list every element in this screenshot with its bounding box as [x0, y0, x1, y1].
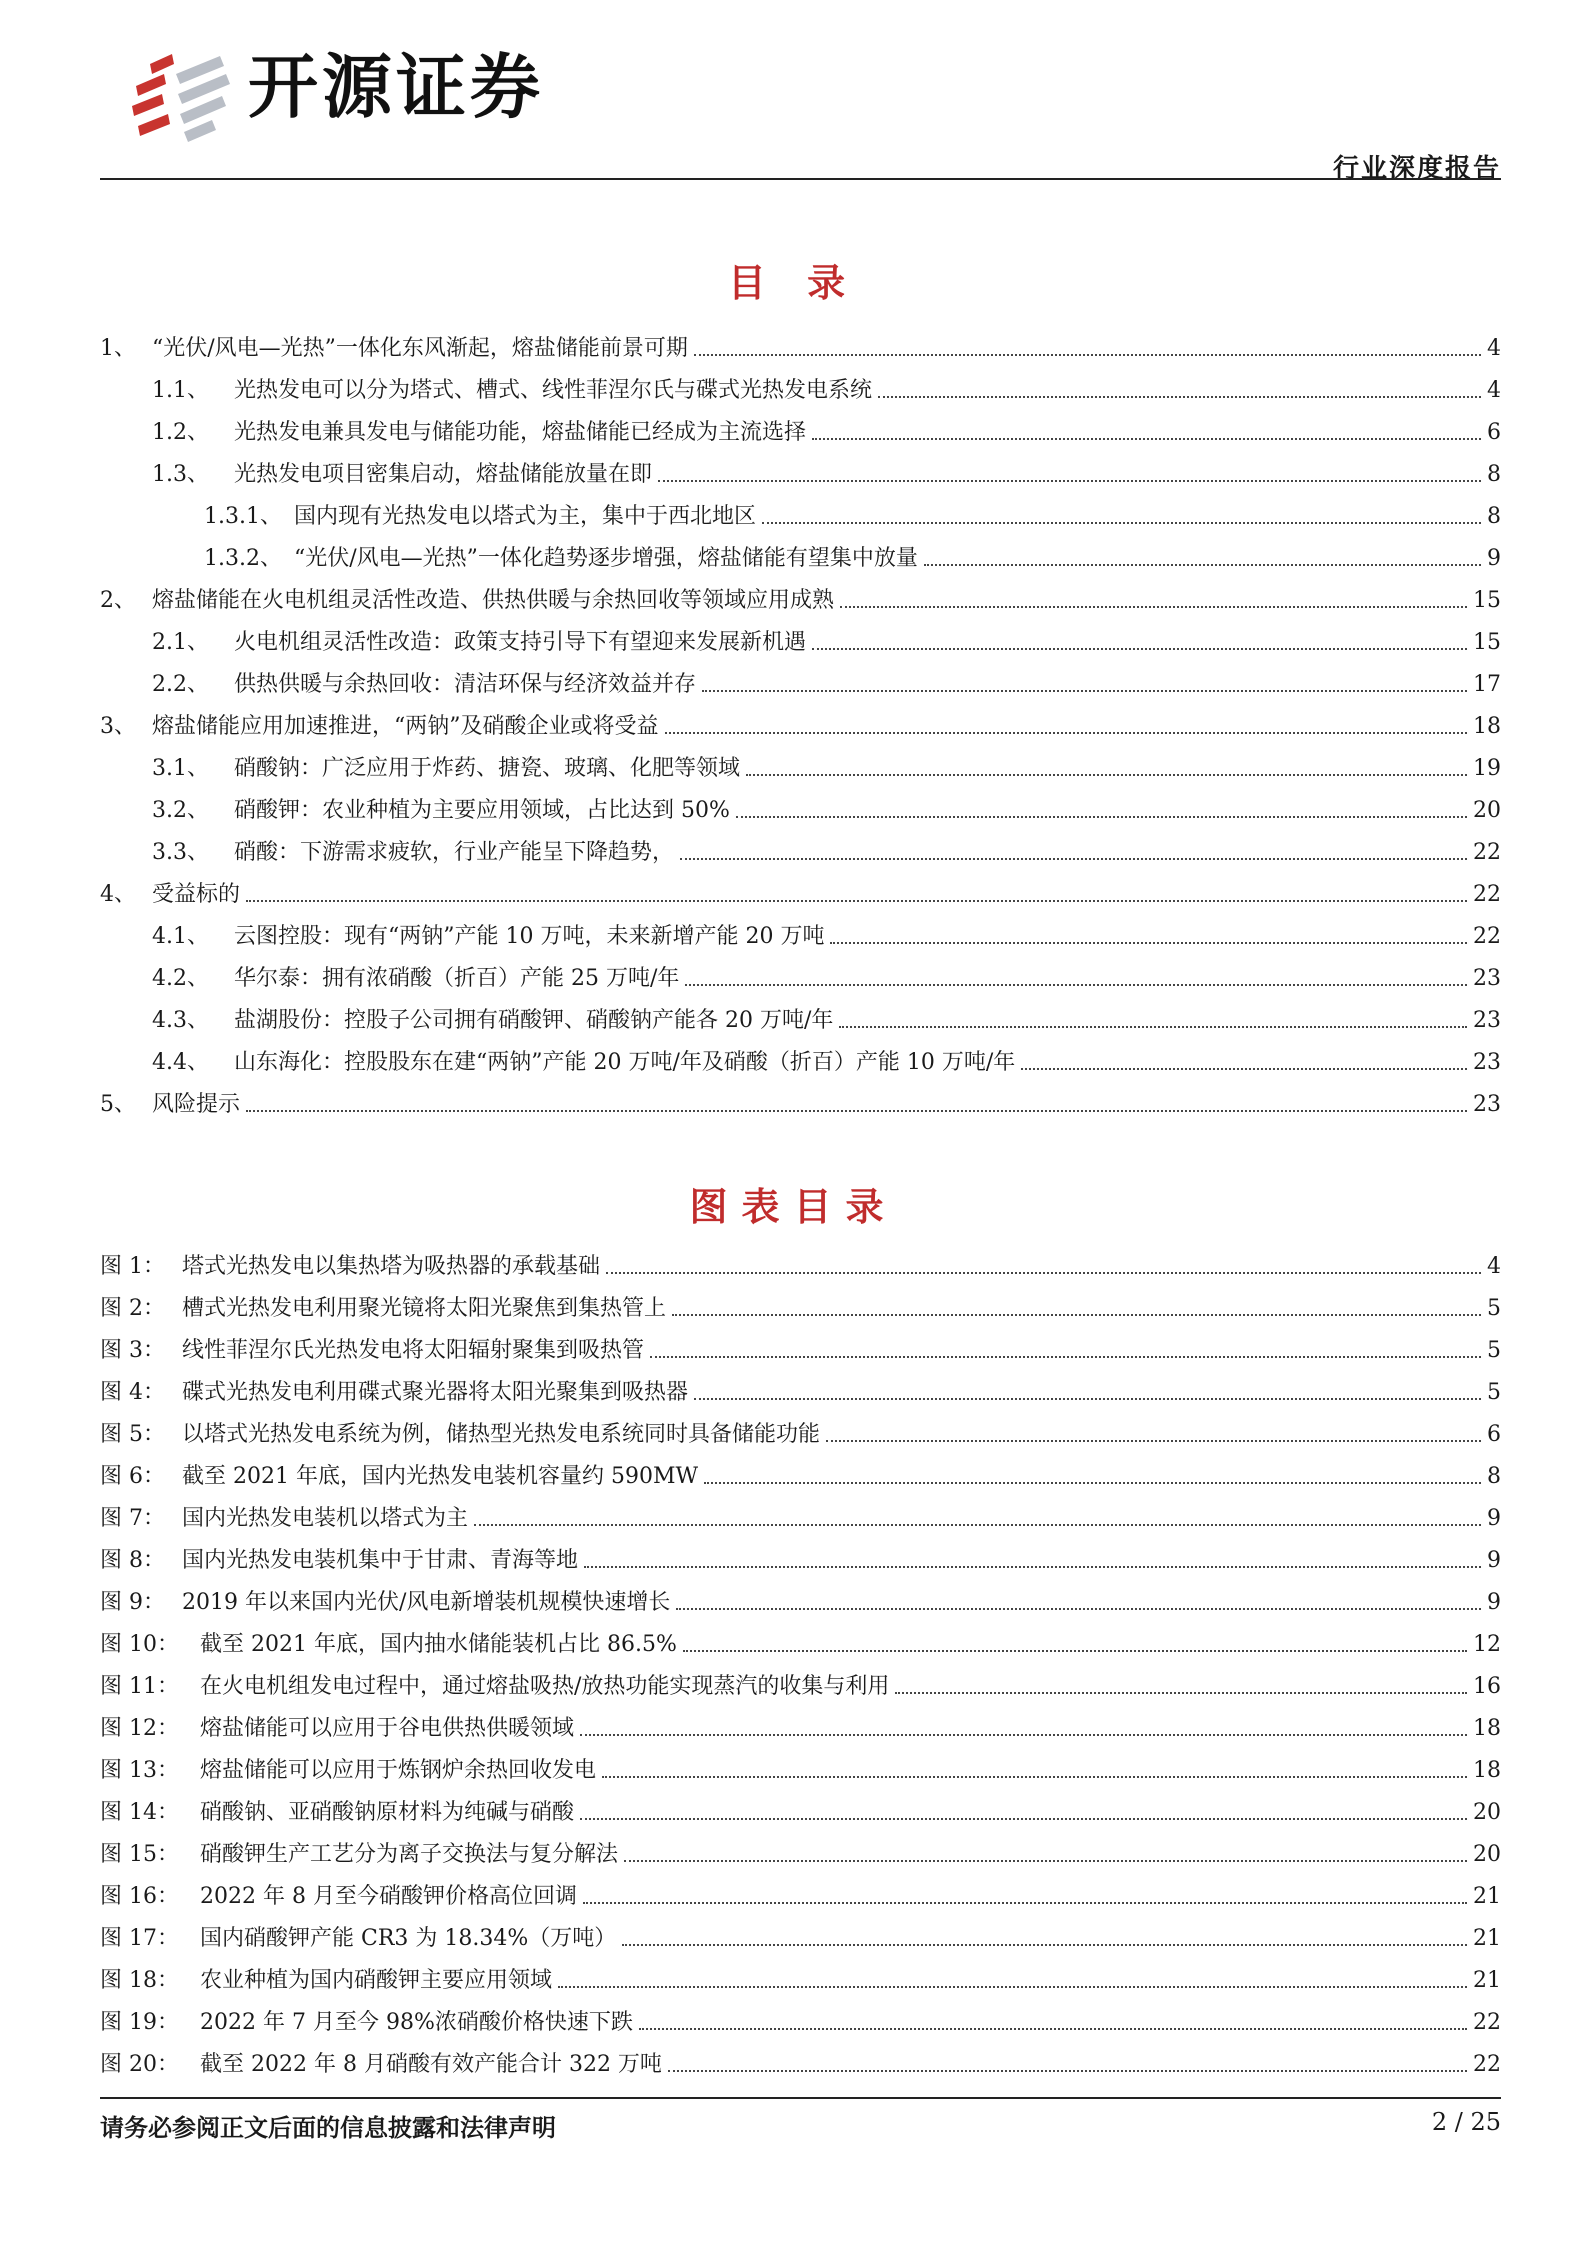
figure-entry[interactable] [100, 1996, 1501, 2038]
dot-leader [665, 732, 1468, 734]
entry-page: 22 [1473, 2052, 1501, 2077]
entry-number: 1、 [100, 336, 136, 361]
entry-number: 2.1、 [152, 630, 209, 655]
toc-entry[interactable] [100, 406, 1501, 448]
figure-entry[interactable] [100, 1618, 1501, 1660]
entry-title: 受益标的 [152, 882, 241, 907]
figure-entry[interactable] [100, 1534, 1501, 1576]
figure-entry[interactable] [100, 1366, 1501, 1408]
entry-title: 农业种植为国内硝酸钾主要应用领域 [200, 1968, 553, 1993]
entry-number: 图 12： [100, 1716, 179, 1741]
entry-page: 15 [1473, 630, 1501, 655]
entry-number: 图 7： [100, 1506, 165, 1531]
entry-page: 8 [1487, 1464, 1501, 1489]
dot-leader [878, 396, 1481, 398]
entry-title: “光伏/风电—光热”一体化东风渐起，熔盐储能前景可期 [152, 336, 688, 361]
dot-leader [694, 1398, 1481, 1400]
dot-leader [246, 900, 1467, 902]
toc-entry[interactable] [100, 1078, 1501, 1120]
report-type: 行业深度报告 [1332, 154, 1501, 184]
entry-title: “光伏/风电—光热”一体化趋势逐步增强，熔盐储能有望集中放量 [294, 546, 918, 571]
footer-divider [100, 2097, 1501, 2099]
entry-page: 22 [1473, 882, 1501, 907]
dot-leader [812, 438, 1481, 440]
dot-leader [580, 1734, 1467, 1736]
entry-page: 22 [1473, 2010, 1501, 2035]
toc-entry[interactable] [100, 616, 1501, 658]
dot-leader [924, 564, 1481, 566]
dot-leader [672, 1314, 1481, 1316]
entry-number: 2、 [100, 588, 136, 613]
entry-title: 华尔泰：拥有浓硝酸（折百）产能 25 万吨/年 [234, 966, 680, 991]
dot-leader [762, 522, 1481, 524]
entry-number: 图 8： [100, 1548, 165, 1573]
dot-leader [584, 1566, 1481, 1568]
figure-entry[interactable] [100, 1744, 1501, 1786]
dot-leader [685, 984, 1467, 986]
toc-entry[interactable] [100, 784, 1501, 826]
figure-entry[interactable] [100, 1954, 1501, 1996]
entry-title: 碟式光热发电利用碟式聚光器将太阳光聚集到吸热器 [182, 1380, 689, 1405]
entry-page: 15 [1473, 588, 1501, 613]
entry-page: 9 [1487, 1506, 1501, 1531]
entry-title: 国内现有光热发电以塔式为主，集中于西北地区 [294, 504, 757, 529]
entry-title: 截至 2021 年底，国内抽水储能装机占比 86.5% [200, 1632, 677, 1657]
entry-title: 国内光热发电装机以塔式为主 [182, 1506, 469, 1531]
dot-leader [474, 1524, 1481, 1526]
entry-number: 图 6： [100, 1464, 165, 1489]
entry-title: 2019 年以来国内光伏/风电新增装机规模快速增长 [182, 1590, 671, 1615]
dot-leader [680, 858, 1467, 860]
entry-number: 3.3、 [152, 840, 209, 865]
dot-leader [580, 1818, 1467, 1820]
entry-page: 4 [1487, 336, 1501, 361]
entry-number: 图 13： [100, 1758, 179, 1783]
toc-entry[interactable] [100, 826, 1501, 868]
entry-page: 21 [1473, 1968, 1501, 1993]
entry-page: 18 [1473, 1758, 1501, 1783]
entry-page: 9 [1487, 1590, 1501, 1615]
entry-number: 1.3.2、 [204, 546, 282, 571]
dot-leader [830, 942, 1467, 944]
entry-title: 光热发电可以分为塔式、槽式、线性菲涅尔氏与碟式光热发电系统 [234, 378, 873, 403]
entry-number: 图 5： [100, 1422, 165, 1447]
toc-entry[interactable] [100, 994, 1501, 1036]
entry-page: 20 [1473, 798, 1501, 823]
entry-page: 22 [1473, 840, 1501, 865]
entry-number: 1.2、 [152, 420, 209, 445]
dot-leader [650, 1356, 1481, 1358]
entry-number: 图 11： [100, 1674, 179, 1699]
entry-title: 盐湖股份：控股子公司拥有硝酸钾、硝酸钠产能各 20 万吨/年 [234, 1008, 834, 1033]
entry-page: 9 [1487, 546, 1501, 571]
entry-title: 硝酸：下游需求疲软，行业产能呈下降趋势， [234, 840, 675, 865]
entry-number: 3.1、 [152, 756, 209, 781]
brand-name: 开源证券 [248, 46, 544, 128]
entry-page: 4 [1487, 1254, 1501, 1279]
entry-title: 硝酸钾：农业种植为主要应用领域，占比达到 50% [234, 798, 730, 823]
toc-entry[interactable] [100, 490, 1501, 532]
dot-leader [736, 816, 1467, 818]
figure-entry[interactable] [100, 1282, 1501, 1324]
entry-number: 2.2、 [152, 672, 209, 697]
entry-number: 图 15： [100, 1842, 179, 1867]
entry-title: 在火电机组发电过程中，通过熔盐吸热/放热功能实现蒸汽的收集与利用 [200, 1674, 890, 1699]
page-header [0, 0, 1587, 184]
toc-list [100, 322, 1501, 1120]
entry-number: 图 1： [100, 1254, 165, 1279]
entry-page: 20 [1473, 1800, 1501, 1825]
kaiyuan-logo-icon [128, 44, 236, 144]
entry-title: 熔盐储能可以应用于谷电供热供暖领域 [200, 1716, 575, 1741]
entry-page: 8 [1487, 462, 1501, 487]
entry-title: 截至 2022 年 8 月硝酸有效产能合计 322 万吨 [200, 2052, 662, 2077]
entry-title: 2022 年 8 月至今硝酸钾价格高位回调 [200, 1884, 577, 1909]
toc-entry[interactable] [100, 868, 1501, 910]
entry-page: 19 [1473, 756, 1501, 781]
figures-list [100, 1240, 1501, 2080]
toc-entry[interactable] [100, 448, 1501, 490]
entry-title: 光热发电项目密集启动，熔盐储能放量在即 [234, 462, 653, 487]
entry-number: 图 19： [100, 2010, 179, 2035]
entry-title: 以塔式光热发电系统为例，储热型光热发电系统同时具备储能功能 [182, 1422, 821, 1447]
dot-leader [606, 1272, 1481, 1274]
entry-page: 17 [1473, 672, 1501, 697]
entry-number: 1.3.1、 [204, 504, 282, 529]
entry-page: 23 [1473, 1050, 1501, 1075]
entry-page: 23 [1473, 1008, 1501, 1033]
entry-page: 9 [1487, 1548, 1501, 1573]
entry-number: 图 4： [100, 1380, 165, 1405]
toc-entry[interactable] [100, 658, 1501, 700]
entry-number: 图 17： [100, 1926, 179, 1951]
figure-entry[interactable] [100, 1660, 1501, 1702]
dot-leader [583, 1902, 1467, 1904]
entry-number: 图 20： [100, 2052, 179, 2077]
dot-leader [668, 2070, 1467, 2072]
dot-leader [694, 354, 1481, 356]
entry-title: 槽式光热发电利用聚光镜将太阳光聚焦到集热管上 [182, 1296, 667, 1321]
entry-title: 硝酸钾生产工艺分为离子交换法与复分解法 [200, 1842, 619, 1867]
toc-entry[interactable] [100, 742, 1501, 784]
figure-entry[interactable] [100, 1702, 1501, 1744]
toc-entry[interactable] [100, 700, 1501, 742]
entry-page: 5 [1487, 1296, 1501, 1321]
dot-leader [702, 690, 1467, 692]
header-divider [100, 178, 1501, 180]
dot-leader [602, 1776, 1467, 1778]
entry-number: 4.2、 [152, 966, 209, 991]
dot-leader [839, 1026, 1467, 1028]
toc-entry[interactable] [100, 1036, 1501, 1078]
entry-title: 硝酸钠：广泛应用于炸药、搪瓷、玻璃、化肥等领域 [234, 756, 741, 781]
figure-entry[interactable] [100, 1324, 1501, 1366]
figure-entry[interactable] [100, 1828, 1501, 1870]
entry-page: 18 [1473, 1716, 1501, 1741]
toc-entry[interactable] [100, 952, 1501, 994]
entry-title: 供热供暖与余热回收：清洁环保与经济效益并存 [234, 672, 697, 697]
entry-page: 18 [1473, 714, 1501, 739]
entry-title: 风险提示 [152, 1092, 241, 1117]
toc-entry[interactable] [100, 532, 1501, 574]
figure-entry[interactable] [100, 1450, 1501, 1492]
dot-leader [246, 1110, 1467, 1112]
entry-page: 6 [1487, 420, 1501, 445]
entry-number: 5、 [100, 1092, 136, 1117]
entry-title: 2022 年 7 月至今 98%浓硝酸价格快速下跌 [200, 2010, 633, 2035]
figure-entry[interactable] [100, 1870, 1501, 1912]
toc-entry[interactable] [100, 322, 1501, 364]
entry-number: 1.1、 [152, 378, 209, 403]
figure-entry[interactable] [100, 2038, 1501, 2080]
entry-page: 16 [1473, 1674, 1501, 1699]
toc-title: 目 录 [727, 261, 860, 305]
entry-number: 图 16： [100, 1884, 179, 1909]
dot-leader [658, 480, 1481, 482]
entry-title: 截至 2021 年底，国内光热发电装机容量约 590MW [182, 1464, 699, 1489]
entry-number: 4.1、 [152, 924, 209, 949]
entry-title: 国内硝酸钾产能 CR3 为 18.34%（万吨） [200, 1926, 617, 1951]
entry-number: 3.2、 [152, 798, 209, 823]
dot-leader [622, 1944, 1467, 1946]
dot-leader [1021, 1068, 1467, 1070]
figure-entry[interactable] [100, 1576, 1501, 1618]
figure-entry[interactable] [100, 1492, 1501, 1534]
entry-number: 4.4、 [152, 1050, 209, 1075]
entry-page: 23 [1473, 966, 1501, 991]
page-number: 2 / 25 [1431, 2108, 1501, 2136]
dot-leader [558, 1986, 1467, 1988]
entry-number: 图 9： [100, 1590, 165, 1615]
entry-page: 21 [1473, 1884, 1501, 1909]
entry-title: 山东海化：控股股东在建“两钠”产能 20 万吨/年及硝酸（折百）产能 10 万吨/年 [234, 1050, 1016, 1075]
entry-page: 22 [1473, 924, 1501, 949]
figure-entry[interactable] [100, 1912, 1501, 1954]
entry-page: 4 [1487, 378, 1501, 403]
toc-entry[interactable] [100, 574, 1501, 616]
dot-leader [704, 1482, 1481, 1484]
entry-title: 熔盐储能在火电机组灵活性改造、供热供暖与余热回收等领域应用成熟 [152, 588, 835, 613]
dot-leader [746, 774, 1467, 776]
entry-page: 5 [1487, 1380, 1501, 1405]
footer-disclaimer: 请务必参阅正文后面的信息披露和法律声明 [100, 2114, 556, 2142]
dot-leader [639, 2028, 1467, 2030]
entry-page: 21 [1473, 1926, 1501, 1951]
entry-page: 12 [1473, 1632, 1501, 1657]
entry-title: 硝酸钠、亚硝酸钠原材料为纯碱与硝酸 [200, 1800, 575, 1825]
dot-leader [895, 1692, 1467, 1694]
entry-page: 20 [1473, 1842, 1501, 1867]
entry-title: 熔盐储能应用加速推进，“两钠”及硝酸企业或将受益 [152, 714, 659, 739]
entry-title: 国内光热发电装机集中于甘肃、青海等地 [182, 1548, 579, 1573]
dot-leader [812, 648, 1467, 650]
entry-title: 火电机组灵活性改造：政策支持引导下有望迎来发展新机遇 [234, 630, 807, 655]
entry-number: 图 10： [100, 1632, 179, 1657]
figure-entry[interactable] [100, 1408, 1501, 1450]
entry-title: 塔式光热发电以集热塔为吸热器的承载基础 [182, 1254, 601, 1279]
dot-leader [826, 1440, 1481, 1442]
entry-number: 图 2： [100, 1296, 165, 1321]
dot-leader [683, 1650, 1467, 1652]
entry-title: 熔盐储能可以应用于炼钢炉余热回收发电 [200, 1758, 597, 1783]
dot-leader [676, 1608, 1481, 1610]
entry-number: 1.3、 [152, 462, 209, 487]
entry-title: 云图控股：现有“两钠”产能 10 万吨，未来新增产能 20 万吨 [234, 924, 825, 949]
entry-number: 图 14： [100, 1800, 179, 1825]
entry-number: 4.3、 [152, 1008, 209, 1033]
entry-number: 图 3： [100, 1338, 165, 1363]
entry-page: 23 [1473, 1092, 1501, 1117]
figure-entry[interactable] [100, 1240, 1501, 1282]
figures-title: 图表目录 [689, 1185, 898, 1229]
entry-number: 图 18： [100, 1968, 179, 1993]
toc-entry[interactable] [100, 364, 1501, 406]
entry-number: 3、 [100, 714, 136, 739]
entry-title: 线性菲涅尔氏光热发电将太阳辐射聚集到吸热管 [182, 1338, 645, 1363]
entry-page: 5 [1487, 1338, 1501, 1363]
figure-entry[interactable] [100, 1786, 1501, 1828]
entry-page: 8 [1487, 504, 1501, 529]
dot-leader [624, 1860, 1467, 1862]
entry-title: 光热发电兼具发电与储能功能，熔盐储能已经成为主流选择 [234, 420, 807, 445]
toc-entry[interactable] [100, 910, 1501, 952]
entry-page: 6 [1487, 1422, 1501, 1447]
dot-leader [840, 606, 1467, 608]
entry-number: 4、 [100, 882, 136, 907]
